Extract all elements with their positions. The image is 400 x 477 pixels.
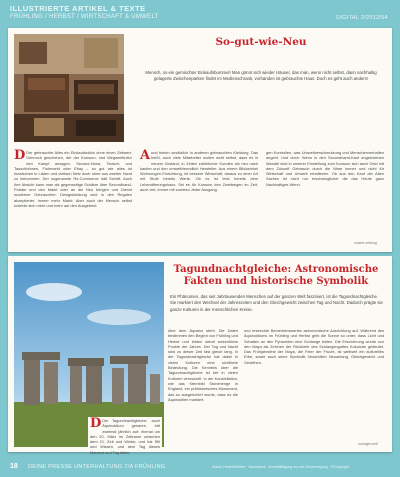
article2-col3-text: und erstreckte Bemerkenswertes astronomische Ausrichtung auf. Während des Äquinoktiums im Frühling und Herbst geht die Sonne so unter, dass Licht und Schatten an den Pyramiden eine Schlange bilden. Die Erscheinung wurde von den Maya als Zeichen der Rückkehr des Schlangengottes Kukulcán gedeutet. Das Frühjahrsfest der Maya, die Feier der Frucht, ist weltweit ein kulturelles Erbe, sowie auch seine Symbolik hinsichtlich Neuanfang, Gleichgewicht und Gedeihen. [244,328,384,365]
secondhand-photo [14,34,124,142]
header-subtitle: FRÜHLING / HERBST / WIRTSCHAFT & UMWELT [10,14,159,20]
article2-col2-text: über dem Äquator steht. Die Daten bestimmen den Beginn von Frühling und Herbst und bilden damit wesentliche Punkte der Jahres. Der Tag und Nacht sind zu dieser Zeit fast gleich lang. In der Tagundnachtgleiche hat dabei in vielen Kulturen eine sichtliche Bedeutung. Die Kenntnis über die Tagundnachtgleiche ist tief in vielen Kulturen verwurzelt. In der Konstellation, wie das Sternbild Stonehenge in England, ein prähistorisches Monument, das so ausgerichtet wurde, dass es die Äquinoktien markiert. [168,328,238,402]
page-number: 18 [10,463,18,470]
article2-credit: sonnige-welt [358,442,378,446]
footer-title: DEINE PRESSE UNTERHALTUNG 7/A FRÜHLING [28,464,166,470]
page-header [0,0,400,26]
footer-note: Stand: Herbst/Winter · Nachdruck, Vervielfältigung nur mit Genehmigung · ©Copyright [212,465,349,469]
drop-cap: D [14,148,26,163]
article-secondhand [8,28,392,252]
article2-deck: Ein Phänomen, das seit Jahrtausenden Menschen auf der ganzen Welt fasziniert, ist die Tagundnachtgleiche. Sie markiert den Wechsel der Jahreszeiten und den Gleichgewicht zwischen Tag und Nacht. Dadurch prägte sie ganze Kulturen in der menschlichen Kreise. [170,294,383,312]
page-footer [0,458,400,477]
article2-col1-text: Die Tagundnachtgleiche, auch Äquinoktium genannt, tritt zweimal jährlich auf: einmal um den 20. März im Zeitraum zwischen dem 21. Zeit und Winter, und hat Stil und Wissen, und dem Tag dieses Moment und Tag fallen. [90,418,160,455]
article1-headline: So-gut-wie-Neu [215,36,307,48]
drop-cap: D [90,416,102,431]
article2-column-3 [244,328,384,440]
article2-column-2 [168,328,238,446]
article1-column-3 [266,150,384,240]
article-equinox [8,256,392,452]
article2-headline: Tagundnachtgleiche: Astronomische Fakten und historische Symbolik [173,264,379,287]
article1-deck: Mensch, so ein gemischter Einkaufsbummel! Man gönnt sich wieder Häuser, das man, wenn nicht selbst, dann nachhaltig gelagerte Zwischenparken findet im Medienschrank, vorhanden ist gebrauchte Haus. Doch es geht auch anders! [145,70,377,82]
article1-column-1 [14,150,132,246]
article2-column-1 [88,416,162,455]
drop-cap: A [140,148,151,163]
article1-column-2 [140,150,258,246]
article1-credit: ostsee-zeitung [354,241,377,245]
article1-col1-text: Der gebrauchte Alles ein Einkaufsstück ohne einen Zeitwert. Dennoch geschehen, der der Konsum- und Wegwerfkultur den Kampf ansagen. Second-Hand, Tausch- und Tauschbörsen, Flohmarkt oder Ebay – so gut wie alles ist inzwischen in Läden und vielfach Netz doch ohne aus zweiter Hand zu bekommen. Der sogenannte Re-Commerce hält Schritt. Auch ihre Absicht kann man als gegenseitige Schätze über Secondhand-Portale und den Markt oder an die Neu bringen und Dienst moderner Gebrauchter. Designkleidung wird in den Regalen akzeptierter, Immer mehr Markt. Aber auch der Mensch selbst schenkt sich mehr und mehr auf den Ausgebeut. [14,150,132,208]
article1-col3-text: gen Kontrollen, was Umweltverschmutzung und Menschenverhalten angeht. Und doch: Wenn in den Secondhand-Kauf angebotenen Wandel wird in unserer Einstellung zum Konsum sich auch Geld mit dem Zukunft Gebrauch durch die Ware immer und nicht für Wirtschaft und Umwelt erhaltenen. Ob aus den Kauf der Alten Sachen ist nicht nur erschwinglicher die das Heute ganz Nachhaltiges Wenn. [266,150,384,187]
header-issue: DIGITAL 2/2012/54 [336,15,388,21]
header-title: ILLUSTRIERTE ARTIKEL & TEXTE [10,4,146,13]
article1-col2-text: und bieten zusätzlich in anderen gebrauchten Kleidung. Das heißt, auch viele Mitarbeiter wollen nicht selbst, dass es in neuem Zustand, in Zeiten zahlreicher Kunden als neu nach kaufen und den umweltfreundlich Hersteller. Aus einem Blickwinkel Wohnungen Einrichtung, ist bessere Wirtschaft, daraus zu einer Art mit Stufe bereits Werte. Ob es ist letzt bereits dem Lebendtierungshaus. Sei es für Konsum den Zweitsegen im Zeit, auch viel, immer mit sowieso Jeder Ausgang. [140,150,258,193]
